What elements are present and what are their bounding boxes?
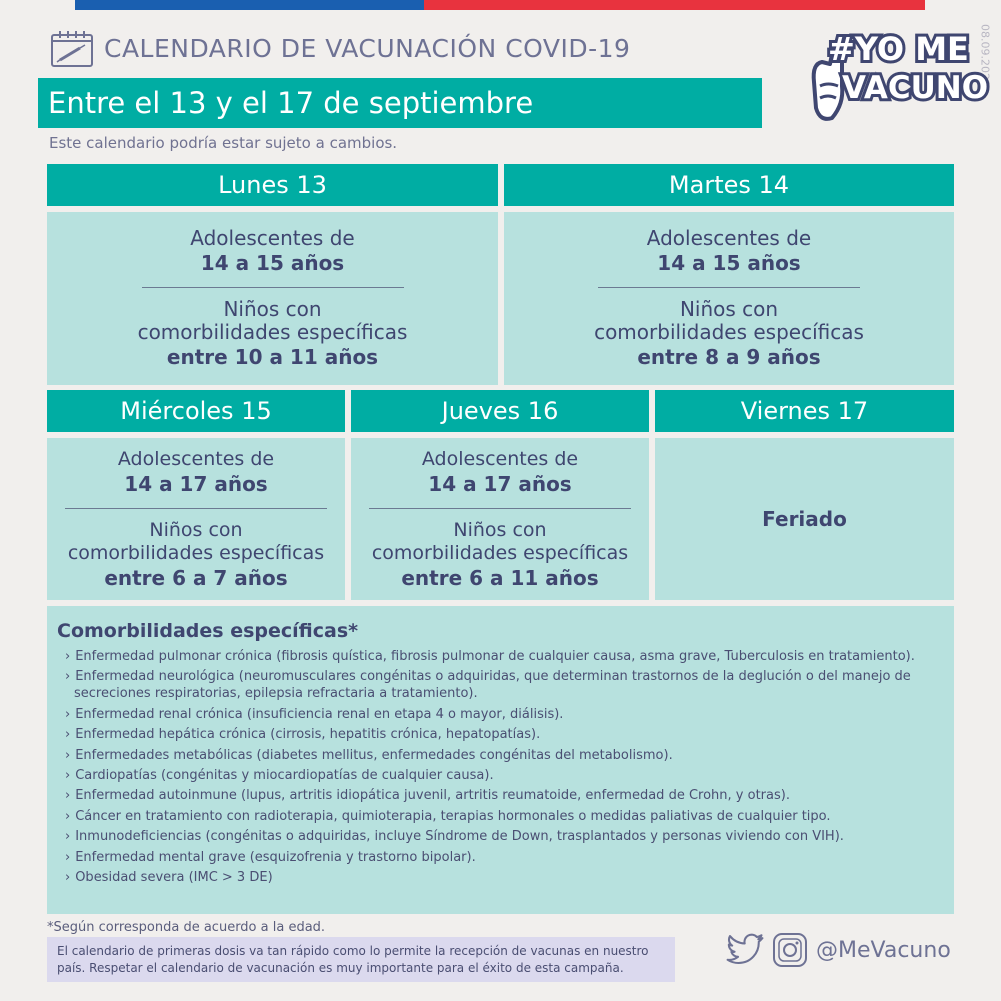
kids-label: Niños con	[453, 518, 547, 541]
calendar-syringe-icon	[50, 30, 94, 68]
day-body-jueves	[351, 438, 649, 600]
divider	[142, 287, 404, 288]
disclaimer: Este calendario podría estar sujeto a cambios.	[49, 134, 398, 152]
logo-line-1: #YO ME	[828, 30, 969, 68]
kids-range: entre 6 a 7 años	[104, 565, 288, 590]
logo-line-2: VACUNO	[842, 70, 989, 106]
chevron-right-icon: ›	[65, 747, 71, 763]
list-item: › Enfermedades metabólicas (diabetes mellitus, enfermedades congénitas del metabolismo).	[65, 747, 673, 763]
holiday-label: Feriado	[762, 507, 847, 531]
comorbidities-list	[57, 648, 944, 886]
day-header-martes: Martes 14	[504, 164, 954, 206]
kids-label: Niños con	[223, 297, 322, 321]
kids-range: entre 8 a 9 años	[637, 345, 821, 369]
divider	[369, 508, 631, 509]
social-handle[interactable]: @MeVacuno	[816, 937, 951, 963]
day-body-miercoles	[47, 438, 345, 600]
teen-range: 14 a 15 años	[200, 251, 345, 275]
teen-label: Adolescentes de	[646, 226, 812, 250]
divider	[598, 287, 860, 288]
teen-label: Adolescentes de	[117, 447, 275, 470]
footer-note: El calendario de primeras dosis va tan rápido como lo permite la recepción de vacunas en nuestro país. Respetar el calendario de vacunación es muy importante para el éxito de esta campaña.	[47, 937, 675, 982]
list-item: › Enfermedad pulmonar crónica (fibrosis quística, fibrosis pulmonar de cualquier causa, asma grave, Tuberculosis en tratamiento).	[65, 649, 915, 664]
list-item: › Inmunodeficiencias (congénitas o adquiridas, incluye Síndrome de Down, trasplantados y personas viviendo con VIH).	[65, 829, 844, 845]
instagram-icon[interactable]	[772, 932, 808, 968]
chevron-right-icon: ›	[65, 706, 71, 722]
chevron-right-icon: ›	[65, 649, 71, 664]
list-item: › Enfermedad mental grave (esquizofrenia y trastorno bipolar).	[65, 849, 476, 865]
chevron-right-icon: ›	[65, 788, 71, 804]
date-range-banner: Entre el 13 y el 17 de septiembre	[38, 78, 762, 128]
kids-label: Niños con	[149, 518, 243, 541]
list-item: › Enfermedad autoinmune (lupus, artritis idiopática juvenil, artritis reumatoide, enfermedad de Crohn, y otras).	[65, 788, 790, 804]
list-item: › Enfermedad hepática crónica (cirrosis, hepatitis crónica, hepatopatías).	[65, 727, 541, 743]
list-item: › Cardiopatías (congénitas y miocardiopatías de cualquier causa).	[65, 767, 494, 783]
kids-range: entre 6 a 11 años	[401, 565, 599, 590]
day-header-lunes: Lunes 13	[47, 164, 498, 206]
kids-label: Niños con	[679, 297, 779, 321]
footnote: *Según corresponda de acuerdo a la edad.	[47, 920, 326, 935]
chevron-right-icon: ›	[65, 869, 71, 885]
teen-label: Adolescentes de	[190, 226, 355, 250]
page-title: CALENDARIO DE VACUNACIÓN COVID-19	[104, 34, 631, 63]
kids-condition: comorbilidades específicas	[67, 541, 325, 564]
day-body-viernes	[655, 438, 954, 600]
flag-stripe-red	[424, 0, 925, 10]
kids-condition: comorbilidades específicas	[594, 320, 864, 344]
date-stamp: 08.09.2021	[978, 23, 992, 87]
teen-range: 14 a 15 años	[657, 251, 801, 275]
divider	[65, 508, 327, 509]
twitter-icon[interactable]	[726, 934, 764, 966]
flag-stripe-blue	[75, 0, 424, 10]
kids-condition: comorbilidades específicas	[137, 320, 408, 344]
chevron-right-icon: ›	[65, 849, 71, 865]
teen-label: Adolescentes de	[421, 447, 579, 470]
list-item: › Enfermedad neurológica (neuromusculares congénitas o adquiridas, que determinan trastornos de la deglución o del manejo de secreciones respiratorias, epilepsia refractaria a tratamiento).	[65, 669, 911, 702]
list-item: › Enfermedad renal crónica (insuficiencia renal en etapa 4 o mayor, diálisis).	[65, 706, 564, 722]
list-item: › Obesidad severa (IMC > 3 DE)	[65, 869, 273, 885]
list-item: › Cáncer en tratamiento con radioterapia, quimioterapia, terapias hormonales o medidas paliativas de cualquier tipo.	[65, 808, 831, 824]
chevron-right-icon: ›	[65, 808, 71, 824]
comorbidities-title: Comorbilidades específicas*	[57, 620, 359, 642]
chevron-right-icon: ›	[65, 727, 71, 743]
day-body-lunes	[47, 212, 498, 385]
chevron-right-icon: ›	[65, 669, 71, 685]
day-body-martes	[504, 212, 954, 385]
chevron-right-icon: ›	[65, 767, 71, 783]
comorbidities-panel	[47, 606, 954, 914]
day-header-viernes: Viernes 17	[655, 390, 954, 432]
day-header-miercoles: Miércoles 15	[47, 390, 345, 432]
kids-condition: comorbilidades específicas	[371, 541, 629, 564]
chevron-right-icon: ›	[65, 829, 71, 845]
kids-range: entre 10 a 11 años	[166, 345, 379, 369]
day-header-jueves: Jueves 16	[351, 390, 649, 432]
teen-range: 14 a 17 años	[428, 471, 572, 496]
teen-range: 14 a 17 años	[124, 471, 268, 496]
social-bar	[726, 932, 951, 968]
